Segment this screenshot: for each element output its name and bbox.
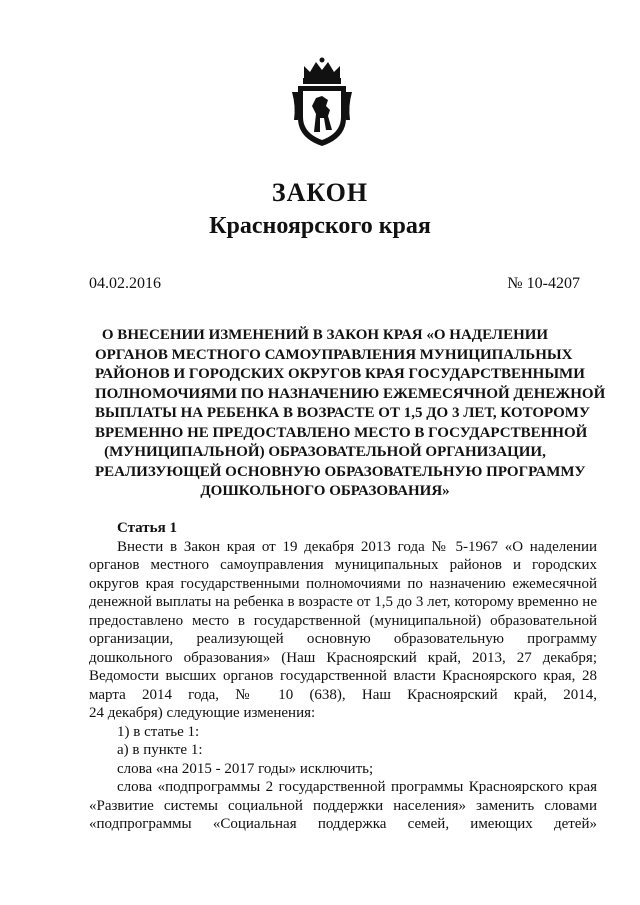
heading-line: ВРЕМЕННО НЕ ПРЕДОСТАВЛЕНО МЕСТО В ГОСУДАРСТВЕННОЙ: [95, 424, 588, 441]
law-body: [89, 519, 597, 834]
paragraph-line: марта 2014 года, № 10 (638), Наш Красноярский край, 2014,: [89, 686, 597, 703]
list-item: 1) в статье 1:: [117, 723, 200, 740]
list-item: а) в пункте 1:: [117, 742, 203, 758]
paragraph-line: округов края государственными полномочиями по назначению ежемесячной: [89, 575, 597, 592]
heading-line: (МУНИЦИПАЛЬНОЙ) ОБРАЗОВАТЕЛЬНОЙ ОРГАНИЗАЦИИ,: [104, 444, 546, 460]
heading-line: ОРГАНОВ МЕСТНОГО САМОУПРАВЛЕНИЯ МУНИЦИПАЛЬНЫХ: [95, 346, 573, 363]
heading-line: ВЫПЛАТЫ НА РЕБЕНКА В ВОЗРАСТЕ ОТ 1,5 ДО 3 ЛЕТ, КОТОРОМУ: [95, 405, 590, 421]
paragraph-line: Ведомости высших органов государственной власти Красноярского края, 28: [89, 668, 597, 684]
paragraph-line: слова «подпрограммы 2 государственной программы Красноярского края: [117, 779, 597, 795]
law-heading: [95, 326, 606, 502]
paragraph-line: «подпрограммы «Социальная поддержка семей, имеющих детей»: [89, 816, 597, 832]
paragraph-line: 24 декабря) следующие изменения:: [89, 705, 316, 721]
coat-of-arms-icon: [290, 56, 354, 148]
paragraph-line: «Развитие системы социальной поддержки населения» заменить словами: [89, 797, 597, 814]
list-item: слова «на 2015 - 2017 годы» исключить;: [117, 760, 374, 777]
heading-line: РЕАЛИЗУЮЩЕЙ ОСНОВНУЮ ОБРАЗОВАТЕЛЬНУЮ ПРОГРАММУ: [95, 463, 586, 480]
heading-line: О ВНЕСЕНИИ ИЗМЕНЕНИЙ В ЗАКОН КРАЯ «О НАДЕЛЕНИИ: [101, 327, 549, 343]
law-subtitle: Красноярского края: [209, 213, 431, 239]
article-title: Статья 1: [117, 520, 177, 536]
heading-line: РАЙОНОВ И ГОРОДСКИХ ОКРУГОВ КРАЯ ГОСУДАРСТВЕННЫМИ: [95, 366, 585, 382]
paragraph-line: органов местного самоуправления муниципальных районов и городских: [89, 557, 597, 573]
paragraph-line: дошкольного образования» (Наш Красноярский край, 2013, 27 декабря;: [89, 649, 597, 666]
heading-line: ДОШКОЛЬНОГО ОБРАЗОВАНИЯ»: [200, 483, 450, 499]
paragraph-line: денежной выплаты на ребенка в возрасте от 1,5 до 3 лет, которому временно не: [89, 594, 597, 610]
law-date: 04.02.2016: [89, 275, 161, 292]
paragraph-line: организации, реализующей основную образовательную программу: [89, 631, 597, 647]
heading-line: ПОЛНОМОЧИЯМИ ПО НАЗНАЧЕНИЮ ЕЖЕМЕСЯЧНОЙ ДЕНЕЖНОЙ: [95, 385, 606, 402]
law-number: № 10-4207: [507, 275, 580, 292]
paragraph-line: предоставлено место в государственной (муниципальной) образовательной: [89, 612, 597, 629]
law-title: ЗАКОН: [271, 178, 369, 207]
paragraph-line: Внести в Закон края от 19 декабря 2013 года № 5-1967 «О наделении: [117, 538, 597, 555]
